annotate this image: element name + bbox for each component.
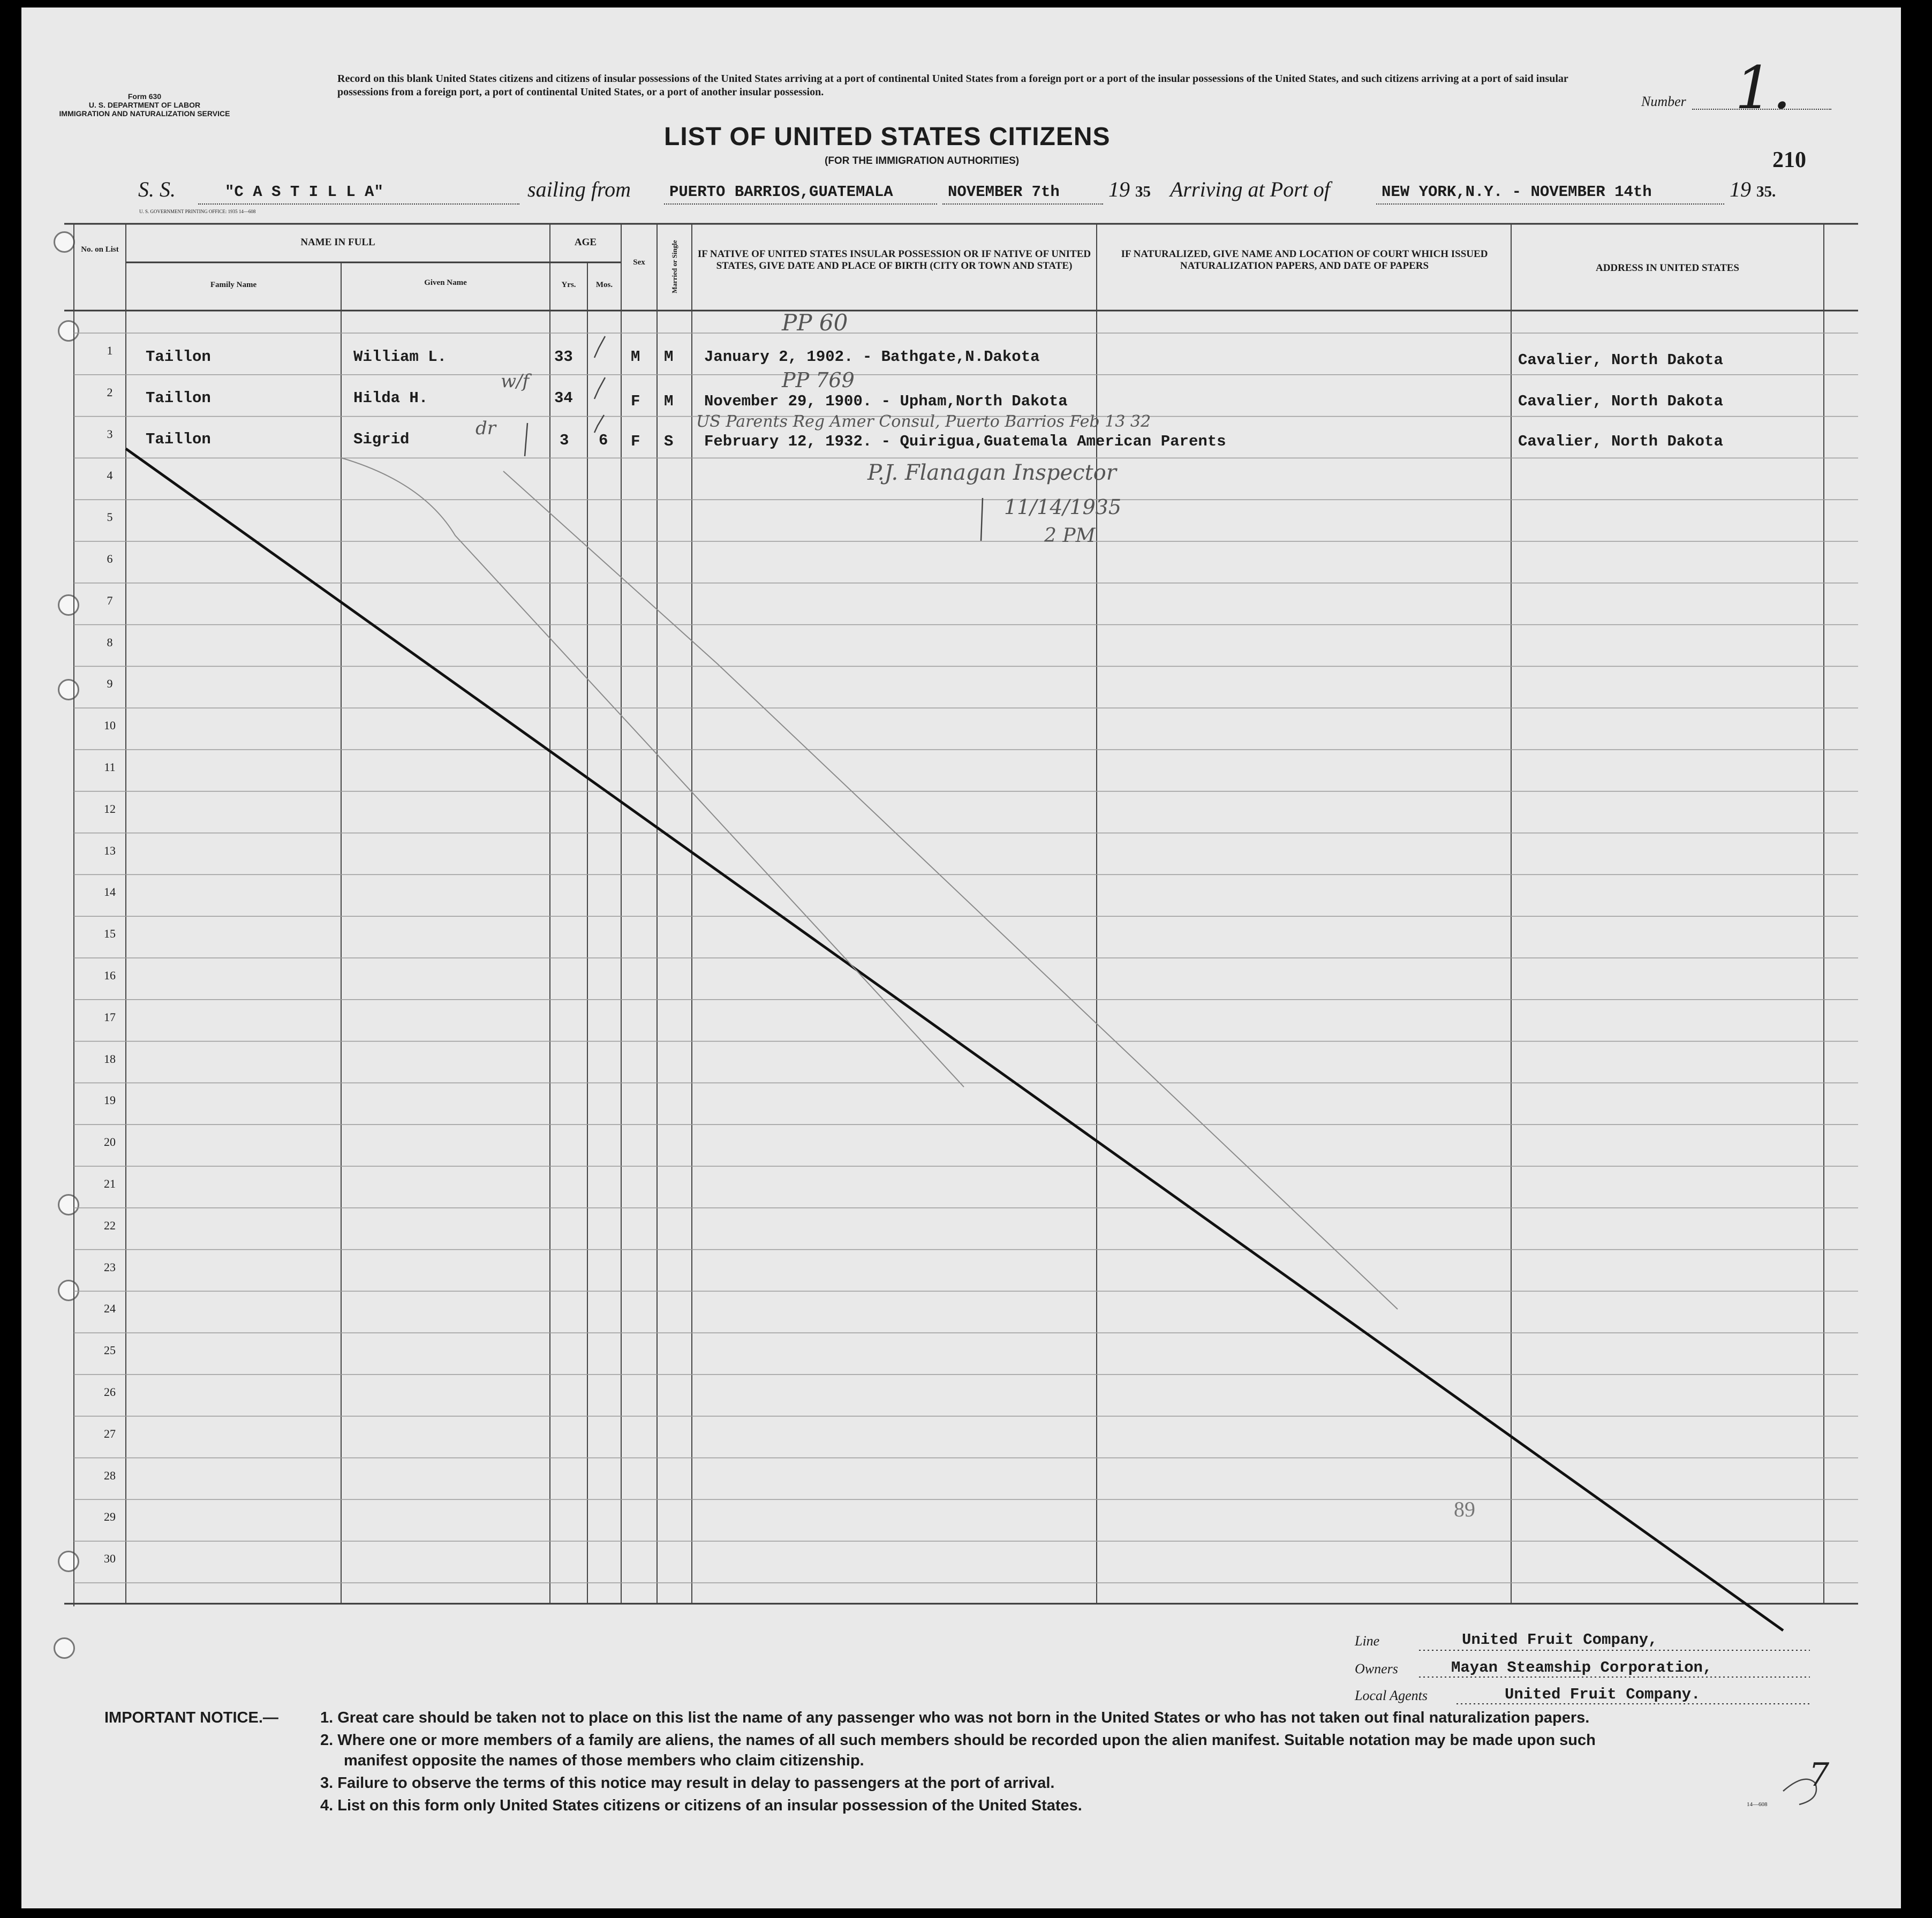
notice-item: 3. Failure to observe the terms of this notice may result in delay to passengers at the port of arrival.: [320, 1774, 1055, 1792]
row-number: 13: [104, 843, 116, 857]
inspection-time: 2 PM: [1044, 525, 1096, 547]
department-name: U. S. DEPARTMENT OF LABOR: [88, 101, 201, 109]
birth-info: January 2, 1902. - Bathgate,N.Dakota: [704, 348, 1040, 366]
age-months: 6: [599, 432, 608, 449]
row-number: 2: [107, 385, 113, 399]
given-name: Hilda H.: [353, 389, 428, 407]
arriving-label: Arriving at Port of: [1170, 177, 1330, 201]
row-number: 15: [104, 927, 116, 941]
sex: F: [631, 392, 640, 410]
sail-date: NOVEMBER 7th: [948, 183, 1060, 201]
row-number: 12: [104, 802, 116, 815]
service-name: IMMIGRATION AND NATURALIZATION SERVICE: [59, 109, 230, 118]
row-number: 3: [107, 427, 113, 441]
gpo-imprint: U. S. GOVERNMENT PRINTING OFFICE: 1935 14—608: [139, 209, 256, 214]
age-years: 34: [554, 389, 573, 407]
given-name: William L.: [353, 348, 447, 366]
handwritten-consul-note: US Parents Reg Amer Consul, Puerto Barrios Feb 13 32: [696, 412, 1151, 431]
footer-code: 14—608: [1747, 1801, 1768, 1808]
sail-year-prefix: 19: [1108, 177, 1130, 201]
arrive-year-prefix: 19: [1730, 177, 1751, 201]
notice-item: 1. Great care should be taken not to place on this list the name of any passenger who was not born in the United States or who has not taken out final naturalization papers.: [320, 1709, 1590, 1726]
row-number: 17: [104, 1010, 116, 1024]
local-agents-value: United Fruit Company.: [1505, 1686, 1701, 1703]
address: Cavalier, North Dakota: [1518, 351, 1723, 369]
row-number: 7: [107, 593, 113, 607]
marital-status: M: [664, 392, 674, 410]
inspector-signature: P.J. Flanagan Inspector: [867, 460, 1116, 485]
row-number: 6: [107, 552, 113, 565]
header-family-name: Family Name: [210, 281, 257, 289]
sailing-label: sailing from: [527, 177, 631, 201]
header-sex: Sex: [633, 258, 645, 267]
row-number: 5: [107, 510, 113, 524]
number-label: Number: [1641, 94, 1686, 109]
header-married-or-single: Married or Single: [670, 240, 678, 293]
page-subtitle: (FOR THE IMMIGRATION AUTHORITIES): [825, 155, 1020, 167]
row-number: 14: [104, 885, 116, 899]
port-to: NEW YORK,N.Y. - NOVEMBER 14th: [1382, 183, 1652, 201]
row-number: 24: [104, 1302, 116, 1316]
sheet-number: 210: [1772, 148, 1806, 172]
marital-status: S: [664, 433, 674, 450]
ship-label: S. S.: [138, 177, 176, 201]
header-yrs: Yrs.: [561, 281, 576, 289]
line-label: Line: [1355, 1633, 1380, 1649]
form-number: Form 630: [127, 92, 162, 101]
family-name: Taillon: [146, 389, 211, 407]
local-agents-label: Local Agents: [1355, 1688, 1428, 1703]
notice-item-continued: manifest opposite the names of those members who claim citizenship.: [344, 1752, 864, 1769]
header-age: AGE: [574, 237, 597, 248]
handwritten-given-note: dr: [476, 418, 496, 439]
port-from: PUERTO BARRIOS,GUATEMALA: [669, 183, 893, 201]
row-number: 23: [104, 1260, 116, 1274]
row-number: 9: [107, 677, 113, 691]
row-number: 20: [104, 1135, 116, 1149]
line-value: United Fruit Company,: [1462, 1631, 1658, 1649]
corner-mark: 7: [1809, 1756, 1830, 1794]
marital-status: M: [664, 348, 674, 366]
row-number: 27: [104, 1426, 116, 1440]
row-number: 21: [104, 1177, 116, 1190]
header-given-name: Given Name: [424, 278, 467, 287]
given-name: Sigrid: [353, 431, 410, 448]
notice-item: 2. Where one or more members of a family are aliens, the names of all such members should be recorded upon the alien manifest. Suitable notation may be made upon such: [320, 1732, 1596, 1749]
inspection-date: 11/14/1935: [1004, 495, 1122, 519]
handwritten-passport-note: PP 769: [782, 368, 855, 392]
row-number: 18: [104, 1052, 116, 1066]
page-title: LIST OF UNITED STATES CITIZENS: [664, 123, 1111, 151]
stamp-number: 89: [1454, 1497, 1475, 1521]
form-instructions: Record on this blank United States citizens and citizens of insular possessions of the United States arriving at a port of continental United States from a foreign port or a port of the insular possessions of the United States, and such citizens arriving at a port of said insular possessions from a foreign port, a port of continental United States, or a port of another insular possession.: [337, 73, 1568, 98]
owners-label: Owners: [1355, 1661, 1398, 1677]
age-years: 33: [554, 348, 573, 366]
notice-heading: IMPORTANT NOTICE.—: [104, 1709, 278, 1726]
age-years: 3: [560, 432, 569, 449]
handwritten-passport-note: PP 60: [782, 309, 848, 336]
row-number: 29: [104, 1510, 116, 1524]
sex: F: [631, 433, 640, 450]
owners-value: Mayan Steamship Corporation,: [1451, 1659, 1712, 1677]
ship-name: "C A S T I L L A": [225, 183, 383, 201]
header-mos: Mos.: [595, 281, 613, 289]
arrive-year: 35.: [1756, 183, 1776, 200]
row-number: 8: [107, 635, 113, 649]
header-no-on-list: No. on List: [81, 245, 119, 254]
row-number: 30: [104, 1552, 116, 1566]
row-number: 22: [104, 1218, 116, 1232]
birth-info: November 29, 1900. - Upham,North Dakota: [704, 392, 1068, 410]
header-name-in-full: NAME IN FULL: [300, 237, 375, 248]
address: Cavalier, North Dakota: [1518, 392, 1723, 410]
birth-info: February 12, 1932. - Quirigua,Guatemala American Parents: [704, 433, 1226, 450]
row-number: 10: [104, 719, 116, 733]
address: Cavalier, North Dakota: [1518, 433, 1723, 450]
row-number: 1: [107, 344, 113, 357]
notice-item: 4. List on this form only United States citizens or citizens of an insular possession of the United States.: [320, 1797, 1082, 1814]
family-name: Taillon: [146, 348, 211, 366]
sex: M: [631, 348, 640, 366]
header-native-birth: IF NATIVE OF UNITED STATES INSULAR POSSESSION OR IF NATIVE OF UNITED STATES, GIVE DATE AND PLACE OF BIRTH (CITY OR TOWN AND STATE): [697, 248, 1091, 271]
handwritten-given-note: w/f: [501, 371, 530, 392]
row-number: 28: [104, 1468, 116, 1482]
row-number: 25: [104, 1343, 116, 1357]
header-address: ADDRESS IN UNITED STATES: [1595, 262, 1739, 274]
row-number: 4: [107, 469, 113, 482]
row-number: 16: [104, 969, 116, 982]
row-number: 26: [104, 1385, 116, 1399]
row-number: 19: [104, 1093, 116, 1107]
header-naturalized: IF NATURALIZED, GIVE NAME AND LOCATION OF COURT WHICH ISSUED NATURALIZATION PAPERS, AND DATE OF PAPERS: [1121, 248, 1488, 271]
number-value: 1.: [1735, 54, 1791, 122]
row-number: 11: [104, 760, 116, 774]
family-name: Taillon: [146, 431, 211, 448]
sail-year: 35: [1135, 183, 1151, 200]
